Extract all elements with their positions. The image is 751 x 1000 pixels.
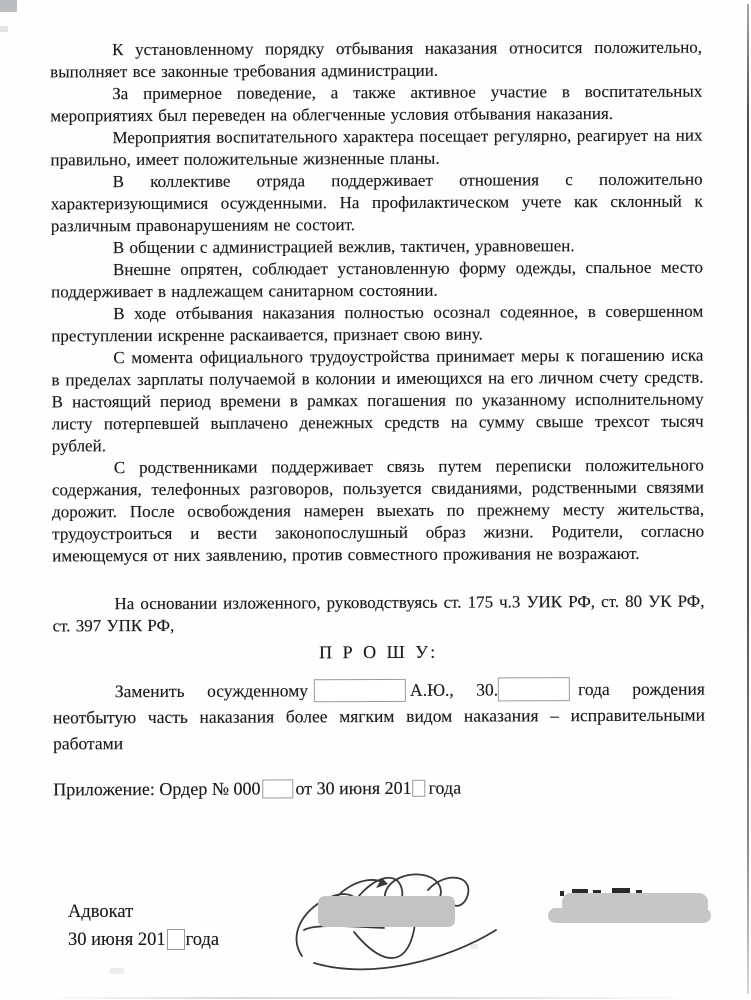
paragraph-family: С родственниками поддерживает связь путем переписки положительного содержания, телефонных разговоров, пользуется свиданиями, родственными связями дорожит. После освобождения намерен выехать по прежнему месту жительства, трудоустроиться и вести законопослушный образ жизни. Родители, согласно имеющемуся от них заявлению, против совместного проживания не возражают. <box>51 455 705 566</box>
redaction-birthdate-field <box>498 677 570 701</box>
attachment-mid: от 30 июня 201 <box>295 777 412 799</box>
scan-corner-artifact-small <box>0 26 8 32</box>
paragraph-behavior: За примерное поведение, а также активное участие в воспитательных мероприятиях был переведен на облегченные условия отбывания наказания. <box>50 81 703 126</box>
request-heading: П Р О Ш У: <box>319 641 439 663</box>
redaction-order-year-field <box>413 780 426 797</box>
signature-block <box>68 898 219 954</box>
name-redaction-box-lower <box>548 908 711 923</box>
legal-basis: На основании изложенного, руководствуясь ст. 175 ч.3 УИК РФ, ст. 80 УК РФ, ст. 397 УПК РФ, <box>52 591 705 636</box>
signature-date-line <box>68 926 219 954</box>
request-tail: года рождения неотбытую часть наказания более мягким видом наказания – исправительными работами <box>52 678 705 754</box>
signature-date-lead: 30 июня 201 <box>68 930 166 950</box>
redaction-surname-field <box>314 679 406 702</box>
scan-edge-bottom <box>40 997 700 999</box>
redaction-order-number-field <box>262 779 293 798</box>
scan-speck <box>110 968 124 974</box>
paragraph-payments: С момента официального трудоустройства принимает меры к погашению иска в пределах зарплаты получаемой в колонии и имеющихся на его личном счету средств. В настоящий период времени в рамках погашения по указанному исполнительному листу потерпевшей выплачено денежных средств на сумму свыше трехсот тысяч рублей. <box>51 345 704 456</box>
attachment-tail: года <box>428 777 462 798</box>
signature-redaction-box <box>318 896 455 927</box>
paragraph-events: Мероприятия воспитательного характера посещает регулярно, реагирует на них правильно, имеет положительные жизненные планы. <box>50 125 703 170</box>
scan-corner-artifact <box>0 0 17 12</box>
paragraph-remorse: В ходе отбывания наказания полностью осознал содеянное, в совершенном преступлении искренне раскаивается, признает свою вину. <box>51 301 704 346</box>
paragraph-conduct: К установленному порядку отбывания наказания относится положительно, выполняет все законные требования администрации. <box>50 37 703 82</box>
request-initials: А.Ю., 30. <box>409 679 499 700</box>
advocate-role-label: Адвокат <box>68 902 134 922</box>
attachment-lead: Приложение: Ордер № 000 <box>53 778 261 800</box>
redaction-date-year-field <box>167 929 185 950</box>
request-paragraph <box>53 676 705 757</box>
paragraph-communication: В общении с администрацией вежлив, тактичен, уравновешен. <box>112 236 575 258</box>
attachment-line <box>53 774 705 803</box>
paragraph-collective: В коллективе отряда поддерживает отношения с положительно характеризующимися осужденными. На профилактическом учете как склонный к различным правонарушениям не состоит. <box>50 169 703 236</box>
scan-edge-right <box>747 4 749 994</box>
document-body <box>50 37 705 821</box>
request-lead: Заменить осужденному <box>114 680 309 702</box>
paragraph-appearance: Внешне опрятен, соблюдает установленную форму одежды, спальное место поддерживает в надлежащем санитарном состоянии. <box>51 257 704 302</box>
signature-date-tail: года <box>185 930 220 950</box>
